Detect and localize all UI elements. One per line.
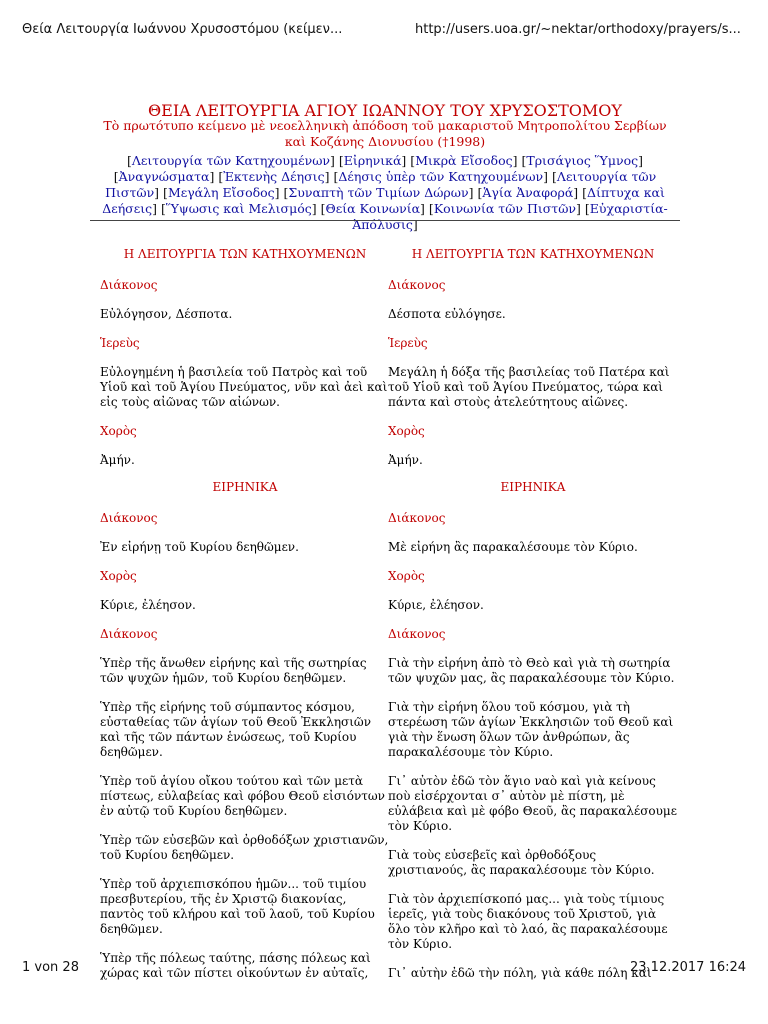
speaker-label: Διάκονος	[100, 627, 158, 641]
nav-link[interactable]: Θεία Κοινωνία	[325, 201, 421, 216]
liturgy-text: Γιὰ τὴν εἰρήνη ἀπὸ τὸ Θεὸ καὶ γιὰ τὴ σωτηρία τῶν ψυχῶν μας, ἂς παρακαλέσουμε τὸν Κύριο.	[388, 656, 675, 685]
print-header-title: Θεία Λειτουργία Ιωάννου Χρυσοστόμου (κείμεν...	[22, 22, 343, 37]
nav-link[interactable]: Ἀναγνώσματα	[118, 169, 210, 184]
speaker-label: Χορὸς	[388, 569, 425, 583]
nav-link[interactable]: Εὐχαριστία-Ἀπόλυσις	[352, 201, 668, 232]
nav-link[interactable]: Ἁγία Ἀναφορά	[482, 185, 574, 200]
section-nav: [Λειτουργία τῶν Κατηχουμένων] [Εἰρηνικά] [Μικρὰ Εἴσοδος] [Τρισάγιος Ὕμνος] [Ἀναγνώσματα] [Ἐκτενὴς Δέησις] [Δέησις ὑπὲρ τῶν Κατηχουμένων] [Λειτουργία τῶν Πιστῶν] [Μεγάλη Εἴσοδος] [Συναπτὴ τῶν Τιμίων Δώρων] [Ἁγία Ἀναφορά] [Δίπτυχα καὶ Δεήσεις] [Ὕψωσις καὶ Μελισμός] [Θεία Κοινωνία] [Κοινωνία τῶν Πιστῶν] [Εὐχαριστία-Ἀπόλυσις]	[102, 153, 668, 232]
liturgy-text: Γιὰ τοὺς εὐσεβεῖς καὶ ὀρθοδόξους χριστιανούς, ἂς παρακαλέσουμε τὸν Κύριο.	[388, 848, 655, 877]
speaker-label: Διάκονος	[388, 627, 446, 641]
speaker-label: Χορὸς	[100, 569, 137, 583]
liturgy-text: Εὐλόγησον, Δέσποτα.	[100, 307, 233, 321]
liturgy-text: Ὑπὲρ τοῦ ἀρχιεπισκόπου ἡμῶν... τοῦ τιμίου πρεσβυτερίου, τῆς ἐν Χριστῷ διακονίας, παντὸς τοῦ κλήρου καὶ τοῦ λαοῦ, τοῦ Κυρίου δεηθῶμεν.	[100, 877, 375, 936]
page-title: ΘΕΙΑ ΛΕΙΤΟΥΡΓΙΑ ΑΓΙΟΥ ΙΩΑΝΝΟΥ ΤΟΥ ΧΡΥΣΟΣΤΟΜΟΥ	[148, 100, 622, 120]
liturgy-text: Ἀμήν.	[100, 453, 135, 467]
nav-link[interactable]: Δίπτυχα καὶ Δεήσεις	[102, 185, 665, 216]
liturgy-text: Γιὰ τὴν εἰρήνη ὅλου τοῦ κόσμου, γιὰ τὴ στερέωση τῶν ἁγίων Ἐκκλησιῶν τοῦ Θεοῦ καὶ γιὰ τὴν ἕνωση ὅλων τῶν ἀνθρώπων, ἂς παρακαλέσουμε τὸν Κύριο.	[388, 700, 674, 759]
liturgy-text: Μὲ εἰρήνη ἂς παρακαλέσουμε τὸν Κύριο.	[388, 540, 638, 554]
liturgy-text: Γι᾽ αὐτὴν ἐδῶ τὴν πόλη, γιὰ κάθε πόλη καὶ	[388, 966, 652, 980]
section-heading: ΕΙΡΗΝΙΚΑ	[212, 480, 278, 494]
speaker-label: Ἱερεὺς	[388, 336, 428, 350]
liturgy-text: Ὑπὲρ τῶν εὐσεβῶν καὶ ὀρθοδόξων χριστιανῶν, τοῦ Κυρίου δεηθῶμεν.	[100, 833, 389, 862]
section-heading: Η ΛΕΙΤΟΥΡΓΙΑ ΤΩΝ ΚΑΤΗΧΟΥΜΕΝΩΝ	[123, 247, 367, 261]
modern-text-column	[388, 235, 678, 981]
liturgy-text: Ἀμήν.	[388, 453, 423, 467]
nav-link[interactable]: Κοινωνία τῶν Πιστῶν	[433, 201, 577, 216]
liturgy-text: Γι᾽ αὐτὸν ἐδῶ τὸν ἅγιο ναὸ καὶ γιὰ κείνους ποὺ εἰσέρχονται σ᾽ αὐτὸν μὲ πίστη, μὲ εὐλάβεια καὶ μὲ φόβο Θεοῦ, ἂς παρακαλέσουμε τὸν Κύριο.	[388, 774, 677, 833]
print-timestamp: 23.12.2017 16:24	[630, 960, 747, 975]
liturgy-text: Μεγάλη ἡ δόξα τῆς βασιλείας τοῦ Πατέρα καὶ τοῦ Υἱοῦ καὶ τοῦ Ἁγίου Πνεύματος, τώρα καὶ πάντα καὶ στοὺς ἀτελεύτητους αἰῶνες.	[388, 365, 670, 409]
liturgy-text: Ἐν εἰρήνῃ τοῦ Κυρίου δεηθῶμεν.	[100, 540, 299, 554]
liturgy-text: Ὑπὲρ τῆς πόλεως ταύτης, πάσης πόλεως καὶ χώρας καὶ τῶν πίστει οἰκούντων ἐν αὐταῖς,	[100, 951, 371, 980]
speaker-label: Χορὸς	[100, 424, 137, 438]
speaker-label: Διάκονος	[388, 511, 446, 525]
nav-link[interactable]: Μικρὰ Εἴσοδος	[415, 153, 513, 168]
nav-link[interactable]: Συναπτὴ τῶν Τιμίων Δώρων	[288, 185, 469, 200]
page-number: 1 von 28	[22, 960, 79, 975]
liturgy-text: Γιὰ τὸν ἀρχιεπίσκοπό μας... γιὰ τοὺς τίμιους ἱερεῖς, γιὰ τοὺς διακόνους τοῦ Χριστοῦ, γιὰ ὅλο τὸν κλῆρο καὶ τὸ λαό, ἂς παρακαλέσουμε τὸν Κύριο.	[388, 892, 668, 951]
nav-link[interactable]: Εἰρηνικά	[343, 153, 402, 168]
liturgy-text: Ὑπὲρ τῆς εἰρήνης τοῦ σύμπαντος κόσμου, εὐσταθείας τῶν ἁγίων τοῦ Θεοῦ Ἐκκλησιῶν καὶ τῆς τῶν πάντων ἑνώσεως, τοῦ Κυρίου δεηθῶμεν.	[100, 700, 372, 759]
speaker-label: Διάκονος	[100, 278, 158, 292]
section-heading: Η ΛΕΙΤΟΥΡΓΙΑ ΤΩΝ ΚΑΤΗΧΟΥΜΕΝΩΝ	[411, 247, 655, 261]
liturgy-text: Κύριε, ἐλέησον.	[388, 598, 484, 612]
liturgy-text: Κύριε, ἐλέησον.	[100, 598, 196, 612]
nav-link[interactable]: Λειτουργία τῶν Πιστῶν	[105, 169, 657, 200]
nav-link[interactable]: Λειτουργία τῶν Κατηχουμένων	[131, 153, 331, 168]
speaker-label: Διάκονος	[388, 278, 446, 292]
nav-link[interactable]: Τρισάγιος Ὕμνος	[526, 153, 639, 168]
page-subtitle: Τὸ πρωτότυπο κείμενο μὲ νεοελληνικὴ ἀπόδοση τοῦ μακαριστοῦ Μητροπολίτου Σερβίων καὶ Κοζάνης Διονυσίου (†1998)	[103, 118, 667, 149]
liturgy-text: Ὑπὲρ τῆς ἄνωθεν εἰρήνης καὶ τῆς σωτηρίας τῶν ψυχῶν ἡμῶν, τοῦ Κυρίου δεηθῶμεν.	[100, 656, 367, 685]
section-heading: ΕΙΡΗΝΙΚΑ	[500, 480, 566, 494]
liturgy-text: Ὑπὲρ τοῦ ἁγίου οἴκου τούτου καὶ τῶν μετὰ πίστεως, εὐλαβείας καὶ φόβου Θεοῦ εἰσιόντων ἐν αὐτῷ τοῦ Κυρίου δεηθῶμεν.	[100, 774, 385, 818]
nav-link[interactable]: Ἐκτενὴς Δέησις	[223, 169, 325, 184]
nav-link[interactable]: Δέησις ὑπὲρ τῶν Κατηχουμένων	[338, 169, 544, 184]
print-header-url: http://users.uoa.gr/~nektar/orthodoxy/prayers/s...	[415, 22, 741, 37]
nav-link[interactable]: Μεγάλη Εἴσοδος	[167, 185, 275, 200]
divider	[90, 220, 680, 221]
speaker-label: Ἱερεὺς	[100, 336, 140, 350]
liturgy-text: Εὐλογημένη ἡ βασιλεία τοῦ Πατρὸς καὶ τοῦ Υἱοῦ καὶ τοῦ Ἁγίου Πνεύματος, νῦν καὶ ἀεὶ καὶ εἰς τοὺς αἰῶνας τῶν αἰώνων.	[100, 365, 388, 409]
liturgy-text: Δέσποτα εὐλόγησε.	[388, 307, 506, 321]
nav-link[interactable]: Ὕψωσις καὶ Μελισμός	[165, 201, 312, 216]
speaker-label: Χορὸς	[388, 424, 425, 438]
speaker-label: Διάκονος	[100, 511, 158, 525]
original-text-column	[100, 235, 390, 981]
